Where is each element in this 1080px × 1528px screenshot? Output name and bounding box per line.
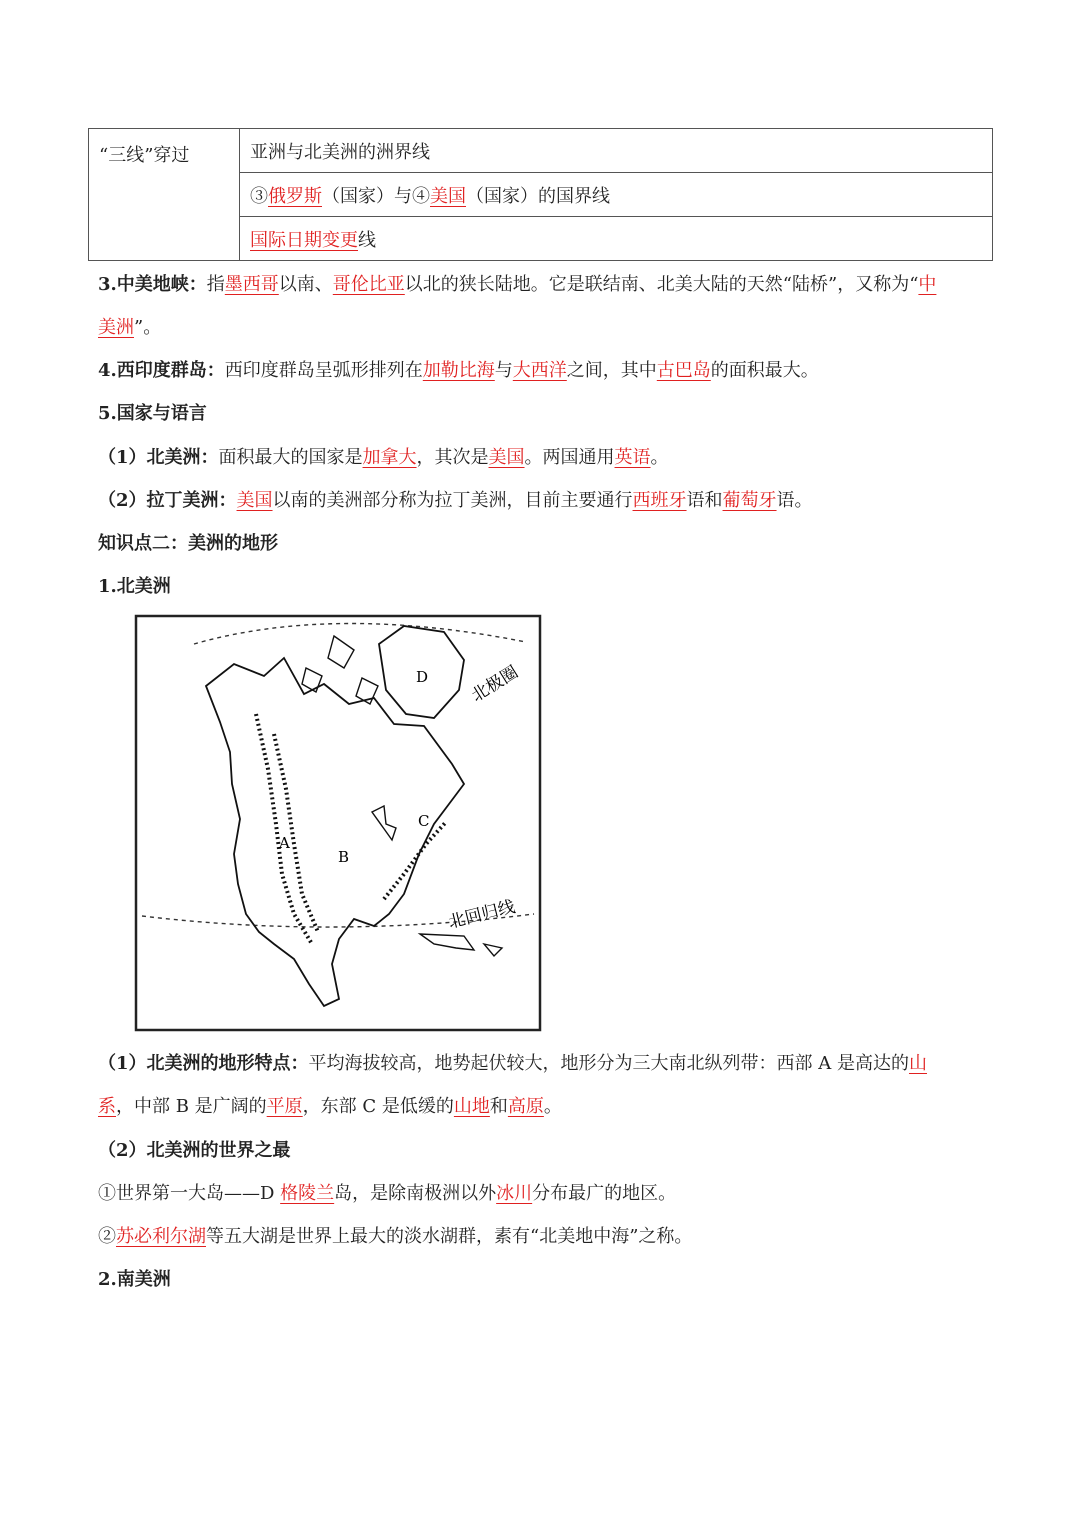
answer-blank: 国际日期变更 [250, 229, 358, 251]
answer-blank: 系 [98, 1096, 116, 1117]
section-5-heading: 5.国家与语言 [98, 403, 207, 424]
answer-blank: 美国 [488, 447, 525, 468]
answer-blank: 山 [908, 1053, 927, 1074]
answer-blank: 美国 [236, 490, 273, 511]
answer-blank: 美国 [430, 185, 466, 207]
section-5-1: （1）北美洲：面积最大的国家是加拿大，其次是美国。两国通用英语。 [98, 447, 669, 468]
answer-blank: 苏必利尔湖 [116, 1226, 206, 1247]
map-label-d: D [416, 668, 429, 686]
arctic-circle-label: 北极圈 [468, 662, 522, 707]
section-5-2: （2）拉丁美洲：美国以南的美洲部分称为拉丁美洲，目前主要通行西班牙语和葡萄牙语。 [98, 490, 813, 511]
section-heading: （1）北美洲： [98, 447, 219, 468]
answer-blank: 高原 [507, 1096, 544, 1117]
world-record-1: ①世界第一大岛——D 格陵兰岛，是除南极洲以外冰川分布最广的地区。 [98, 1183, 677, 1204]
section-4: 4.西印度群岛：西印度群岛呈弧形排列在加勒比海与大西洋之间，其中古巴岛的面积最大。 [98, 360, 819, 381]
answer-blank: 大西洋 [512, 360, 567, 381]
map-label-c: C [418, 812, 430, 830]
answer-blank: 平原 [266, 1096, 303, 1117]
answer-blank: 俄罗斯 [268, 185, 322, 207]
world-records-heading: （2）北美洲的世界之最 [98, 1140, 291, 1161]
answer-blank: 加勒比海 [422, 360, 495, 381]
terrain-features-line-1: （1）北美洲的地形特点：平均海拔较高，地势起伏较大，地形分为三大南北纵列带：西部 A 是高达的山 [98, 1053, 927, 1074]
section-3-line-2: 美洲”。 [98, 317, 162, 338]
answer-blank: 美洲 [98, 317, 134, 338]
map-label-b: B [338, 848, 350, 866]
terrain-features-line-2: 系，中部 B 是广阔的平原，东部 C 是低缓的山地和高原。 [98, 1096, 562, 1117]
world-record-2: ②苏必利尔湖等五大湖是世界上最大的淡水湖群，素有“北美地中海”之称。 [98, 1226, 693, 1247]
section-heading: 4.西印度群岛： [98, 360, 225, 381]
answer-blank: 冰川 [496, 1183, 533, 1204]
north-america-heading: 1.北美洲 [98, 576, 171, 597]
south-america-heading: 2.南美洲 [98, 1269, 171, 1290]
three-lines-table [88, 128, 993, 261]
answer-blank: 中 [918, 274, 937, 295]
table-row-1: 亚洲与北美洲的洲界线 [240, 129, 993, 173]
map-label-a: A [279, 834, 290, 852]
answer-blank: 墨西哥 [224, 274, 279, 295]
tropic-of-cancer-label: 北回归线 [446, 896, 518, 933]
section-3-line-1: 3.中美地峡：指墨西哥以南、哥伦比亚以北的狭长陆地。它是联结南、北美大陆的天然“陆桥”，又称为“中 [98, 274, 937, 295]
table-row-3: 国际日期变更线 [240, 217, 993, 261]
answer-blank: 格陵兰 [280, 1183, 335, 1204]
table-label-cell: “三线”穿过 [89, 129, 240, 261]
answer-blank: 葡萄牙 [722, 490, 777, 511]
answer-blank: 英语 [614, 447, 651, 468]
north-america-map [134, 614, 542, 1032]
section-heading: （2）拉丁美洲： [98, 490, 237, 511]
section-heading: 3.中美地峡： [98, 274, 207, 295]
knowledge-point-2-heading: 知识点二：美洲的地形 [98, 533, 278, 554]
answer-blank: 古巴岛 [656, 360, 711, 381]
answer-blank: 西班牙 [632, 490, 687, 511]
table-row-2: ③俄罗斯（国家）与④美国（国家）的国界线 [240, 173, 993, 217]
answer-blank: 加拿大 [362, 447, 417, 468]
section-heading: （1）北美洲的地形特点： [98, 1053, 309, 1074]
answer-blank: 哥伦比亚 [332, 274, 405, 295]
answer-blank: 山地 [453, 1096, 490, 1117]
